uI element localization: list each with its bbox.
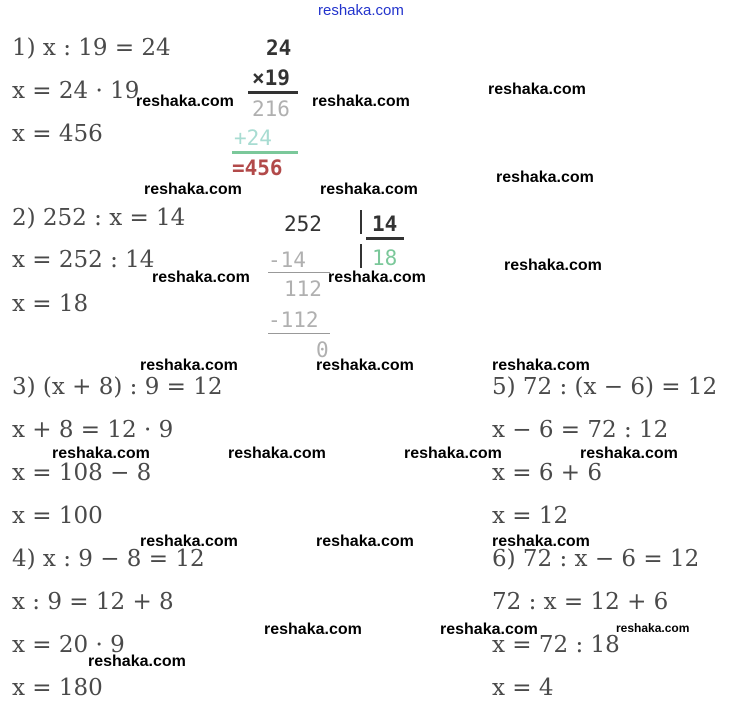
p2-calc-rem-2: 0 bbox=[316, 338, 329, 362]
p1-calc-result: =456 bbox=[232, 156, 283, 180]
p4-line-2: x : 9 = 12 + 8 bbox=[12, 589, 174, 615]
p2-line-1: 2) 252 : x = 14 bbox=[12, 205, 186, 231]
watermark: reshaka.com bbox=[264, 621, 362, 638]
p4-line-1: 4) x : 9 − 8 = 12 bbox=[12, 546, 205, 572]
p2-calc-sub-2: -112 bbox=[268, 308, 319, 332]
p1-calc-factor-b: ×19 bbox=[252, 66, 290, 90]
p2-calc-dividend: 252 bbox=[284, 212, 322, 236]
p2-calc-bar-1 bbox=[360, 210, 362, 234]
watermark: reshaka.com bbox=[136, 93, 234, 110]
p1-calc-partial-1: 216 bbox=[252, 97, 290, 121]
p5-line-4: x = 12 bbox=[492, 503, 569, 529]
watermark: reshaka.com bbox=[492, 357, 590, 374]
watermark: reshaka.com bbox=[228, 445, 326, 462]
p3-line-3: x = 108 − 8 bbox=[12, 460, 152, 486]
p5-line-1: 5) 72 : (x − 6) = 12 bbox=[492, 374, 718, 400]
watermark: reshaka.com bbox=[88, 653, 186, 670]
watermark: reshaka.com bbox=[312, 93, 410, 110]
p2-calc-divisor-line bbox=[366, 237, 404, 240]
p2-calc-rem-1: 112 bbox=[284, 277, 322, 301]
watermark: reshaka.com bbox=[492, 533, 590, 550]
p6-line-2: 72 : x = 12 + 6 bbox=[492, 589, 669, 615]
p2-calc-line-2 bbox=[268, 333, 330, 334]
p1-calc-underline-2 bbox=[232, 151, 298, 154]
p2-calc-divisor: 14 bbox=[372, 212, 398, 236]
p4-line-4: x = 180 bbox=[12, 675, 103, 701]
p6-line-1: 6) 72 : x − 6 = 12 bbox=[492, 546, 700, 572]
watermark: reshaka.com bbox=[580, 445, 678, 462]
p1-calc-factor-a: 24 bbox=[266, 36, 292, 60]
p2-line-2: x = 252 : 14 bbox=[12, 247, 155, 273]
p1-calc-partial-2: +24 bbox=[234, 126, 272, 150]
p4-line-3: x = 20 · 9 bbox=[12, 632, 125, 658]
p2-calc-sub-1: -14 bbox=[268, 248, 306, 272]
watermark: reshaka.com bbox=[496, 169, 594, 186]
p3-line-4: x = 100 bbox=[12, 503, 103, 529]
p6-line-3: x = 72 : 18 bbox=[492, 632, 620, 658]
p2-line-3: x = 18 bbox=[12, 291, 89, 317]
p2-calc-quotient: 18 bbox=[372, 246, 398, 270]
site-header[interactable]: reshaka.com bbox=[318, 2, 404, 19]
watermark: reshaka.com bbox=[488, 81, 586, 98]
p5-line-2: x − 6 = 72 : 12 bbox=[492, 417, 669, 443]
watermark: reshaka.com bbox=[504, 257, 602, 274]
watermark: reshaka.com bbox=[316, 533, 414, 550]
watermark: reshaka.com bbox=[144, 181, 242, 198]
watermark: reshaka.com bbox=[440, 621, 538, 638]
p2-calc-line-1 bbox=[268, 272, 330, 273]
p1-line-3: x = 456 bbox=[12, 121, 103, 147]
watermark: reshaka.com bbox=[140, 357, 238, 374]
p5-line-3: x = 6 + 6 bbox=[492, 460, 603, 486]
p1-calc-underline-1 bbox=[248, 91, 298, 94]
p1-line-2: x = 24 · 19 bbox=[12, 78, 140, 104]
watermark: reshaka.com bbox=[52, 445, 150, 462]
watermark: reshaka.com bbox=[316, 357, 414, 374]
watermark: reshaka.com bbox=[616, 621, 690, 635]
watermark: reshaka.com bbox=[328, 269, 426, 286]
p2-calc-bar-2 bbox=[360, 244, 362, 268]
p3-line-2: x + 8 = 12 · 9 bbox=[12, 417, 174, 443]
p6-line-4: x = 4 bbox=[492, 675, 554, 701]
p1-line-1: 1) x : 19 = 24 bbox=[12, 35, 171, 61]
watermark: reshaka.com bbox=[404, 445, 502, 462]
watermark: reshaka.com bbox=[152, 269, 250, 286]
p3-line-1: 3) (x + 8) : 9 = 12 bbox=[12, 374, 223, 400]
watermark: reshaka.com bbox=[140, 533, 238, 550]
watermark: reshaka.com bbox=[320, 181, 418, 198]
